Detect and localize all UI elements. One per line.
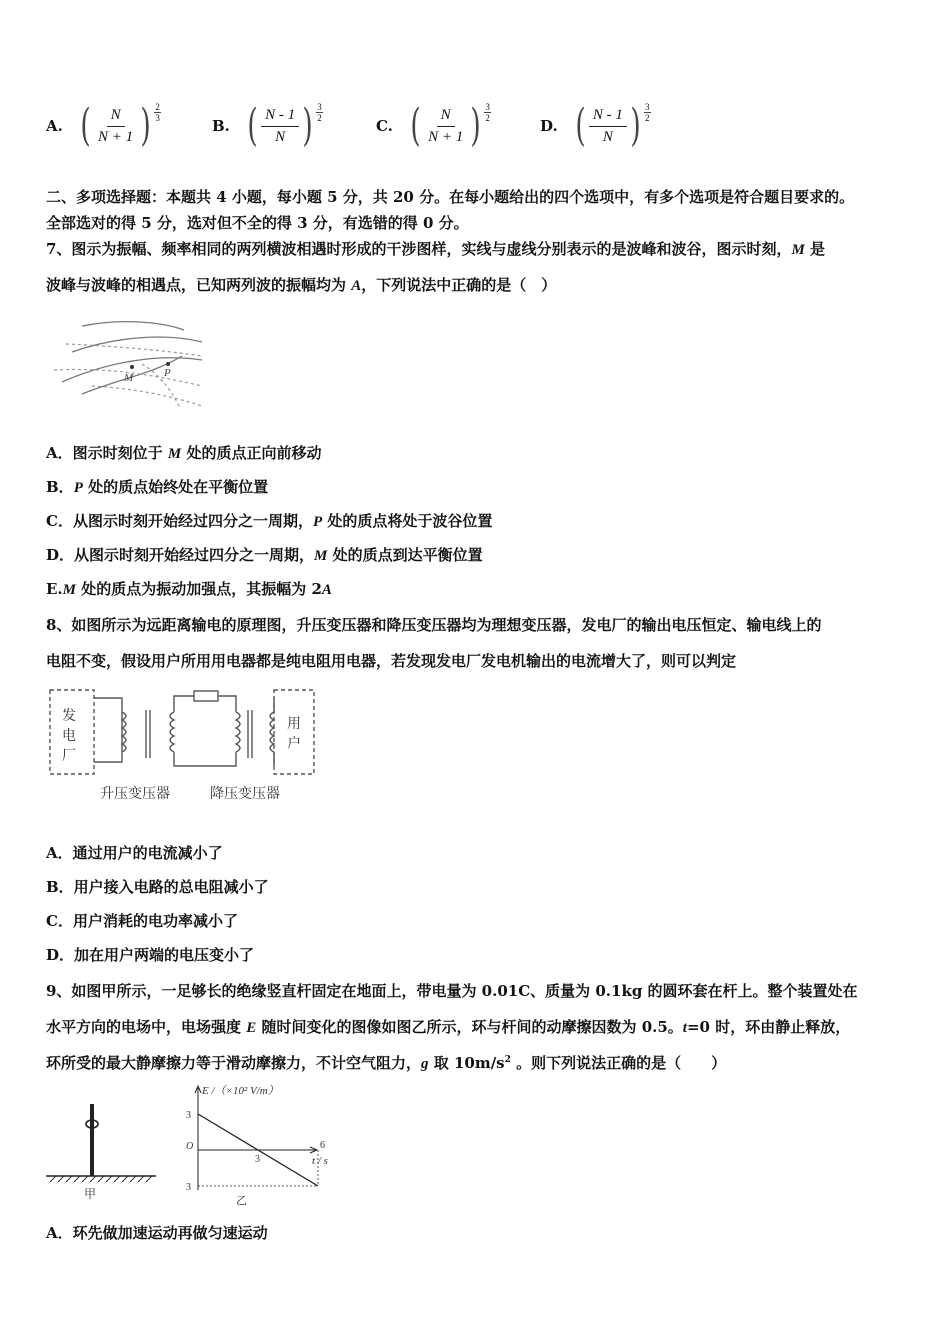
plant-char-3: 厂 bbox=[62, 748, 76, 764]
q6-option-b bbox=[212, 100, 323, 151]
q8-option-b: B．用户接入电路的总电阻减小了 bbox=[46, 878, 269, 896]
x-tick-6: 6 bbox=[320, 1140, 325, 1151]
section2-line1: 二、多项选择题：本题共 4 小题，每小题 5 分，共 20 分。在每小题给出的四个选项中，有多个选项是符合题目要求的。 bbox=[46, 188, 855, 206]
fraction bbox=[589, 107, 627, 146]
denominator: N + 1 bbox=[98, 128, 134, 145]
q9-stem-line3: 环所受的最大静摩擦力等于滑动摩擦力，不计空气阻力，g 取 $10m/s^2$ 。则下列说法正确的是（ ） bbox=[46, 1054, 727, 1072]
crest-line-1 bbox=[82, 322, 184, 330]
line-resistor bbox=[194, 691, 218, 701]
exponent-numerator: 3 bbox=[645, 102, 650, 112]
q8-stem-line1: 8、如图所示为远距离输电的原理图，升压变压器和降压变压器均为理想变压器，发电厂的输出电压恒定、输电线上的 bbox=[46, 616, 822, 634]
user-box bbox=[274, 690, 314, 774]
interference-pattern-figure bbox=[52, 316, 208, 412]
plant-char-1: 发 bbox=[62, 708, 76, 724]
left-paren: ( bbox=[575, 100, 586, 151]
denominator: N bbox=[602, 128, 613, 145]
q8-option-a: A．通过用户的电流减小了 bbox=[46, 844, 223, 862]
trough-line-1 bbox=[66, 344, 202, 356]
q7-stem-line1: 7、图示为振幅、频率相同的两列横波相遇时形成的干涉图样，实线与虚线分别表示的是波峰和波谷，图示时刻，M 是 bbox=[46, 240, 826, 258]
numerator: N bbox=[107, 107, 125, 127]
e-field-chart bbox=[178, 1080, 348, 1210]
x-tick-3: 3 bbox=[255, 1154, 260, 1165]
rod-ring-figure bbox=[44, 1098, 160, 1204]
left-paren: ( bbox=[80, 100, 91, 151]
option-label: B. bbox=[212, 117, 230, 135]
numerator: N - 1 bbox=[261, 107, 299, 127]
q7-option-c: C．从图示时刻开始经过四分之一周期，P 处的质点将处于波谷位置 bbox=[46, 512, 493, 530]
q7-option-d: D．从图示时刻开始经过四分之一周期，M 处的质点到达平衡位置 bbox=[46, 546, 483, 564]
exponent bbox=[644, 102, 651, 123]
exponent-numerator: 3 bbox=[317, 102, 322, 112]
transmission-line-bottom bbox=[174, 752, 236, 766]
right-paren: ) bbox=[630, 100, 641, 151]
exponent-numerator: 3 bbox=[485, 102, 490, 112]
y-axis-label: E /（×10² V/m） bbox=[202, 1085, 279, 1097]
q8-option-d: D．加在用户两端的电压变小了 bbox=[46, 946, 255, 964]
transmission-line-top bbox=[174, 696, 236, 712]
q8-option-c: C．用户消耗的电功率减小了 bbox=[46, 912, 238, 930]
power-transmission-figure bbox=[46, 682, 318, 810]
step-down-primary-coil bbox=[236, 712, 240, 752]
left-paren: ( bbox=[247, 100, 258, 151]
q6-option-c bbox=[376, 100, 491, 151]
step-down-label: 降压变压器 bbox=[210, 786, 280, 802]
user-char-1: 用 bbox=[287, 716, 301, 732]
q7-option-e: E.M 处的质点为振动加强点，其振幅为 2A bbox=[46, 580, 332, 598]
section2-line2: 全部选对的得 5 分，选对但不全的得 3 分，有选错的得 0 分。 bbox=[46, 214, 469, 232]
fraction bbox=[261, 107, 299, 146]
exponent bbox=[484, 102, 491, 123]
y-tick-bottom: 3 bbox=[186, 1182, 191, 1193]
user-char-2: 户 bbox=[287, 736, 301, 752]
step-up-label: 升压变压器 bbox=[100, 786, 170, 802]
point-m bbox=[130, 365, 134, 369]
exponent-denominator: 3 bbox=[155, 113, 160, 123]
plant-wire bbox=[94, 698, 122, 762]
label-p: P bbox=[164, 367, 171, 379]
point-p bbox=[166, 362, 170, 366]
exponent-denominator: 2 bbox=[485, 113, 490, 123]
x-axis-label: t / s bbox=[312, 1155, 328, 1167]
right-paren: ) bbox=[302, 100, 313, 151]
numerator: N - 1 bbox=[589, 107, 627, 127]
exponent bbox=[154, 102, 161, 123]
figure-jia-label: 甲 bbox=[84, 1187, 97, 1201]
trough-line-4 bbox=[142, 364, 180, 408]
option-label: A. bbox=[46, 117, 63, 135]
q9-option-a: A．环先做加速运动再做匀速运动 bbox=[46, 1224, 268, 1242]
exponent-numerator: 2 bbox=[155, 102, 160, 112]
crest-line-2 bbox=[72, 337, 202, 352]
option-label: D. bbox=[540, 117, 558, 135]
fraction bbox=[424, 107, 467, 146]
option-label: C. bbox=[376, 117, 393, 135]
right-paren: ) bbox=[470, 100, 481, 151]
numerator: N bbox=[437, 107, 455, 127]
q7-option-b: B．P 处的质点始终处在平衡位置 bbox=[46, 478, 269, 496]
exponent-denominator: 2 bbox=[645, 113, 650, 123]
exponent bbox=[316, 102, 323, 123]
y-tick-top: 3 bbox=[186, 1110, 191, 1121]
q7-option-a: A．图示时刻位于 M 处的质点正向前移动 bbox=[46, 444, 322, 462]
right-paren: ) bbox=[140, 100, 151, 151]
q7-stem-line2: 波峰与波峰的相遇点，已知两列波的振幅均为 A，下列说法中正确的是（ ） bbox=[46, 276, 557, 294]
q9-stem-line2: 水平方向的电场中，电场强度 E 随时间变化的图像如图乙所示，环与杆间的动摩擦因数为 0.5。t=0 时，环由静止释放， bbox=[46, 1018, 851, 1036]
q6-option-a bbox=[46, 100, 161, 151]
q6-option-d bbox=[540, 100, 651, 151]
ground-hatching bbox=[50, 1176, 152, 1182]
q9-stem-line1: 9、如图甲所示，一足够长的绝缘竖直杆固定在地面上，带电量为 0.01C、质量为 0.1kg 的圆环套在杆上。整个装置处在 bbox=[46, 982, 858, 1000]
denominator: N + 1 bbox=[428, 128, 464, 145]
fraction bbox=[94, 107, 137, 146]
denominator: N bbox=[275, 128, 286, 145]
q8-stem-line2: 电阻不变，假设用户所用用电器都是纯电阻用电器，若发现发电厂发电机输出的电流增大了，则可以判定 bbox=[46, 652, 737, 670]
left-paren: ( bbox=[410, 100, 421, 151]
plant-char-2: 电 bbox=[62, 728, 76, 744]
chart-title: 乙 bbox=[236, 1194, 247, 1207]
trough-line-3 bbox=[92, 386, 202, 406]
step-up-secondary-coil bbox=[170, 712, 174, 752]
label-m: M bbox=[124, 372, 134, 384]
exponent-denominator: 2 bbox=[317, 113, 322, 123]
origin-label: O bbox=[186, 1141, 194, 1152]
